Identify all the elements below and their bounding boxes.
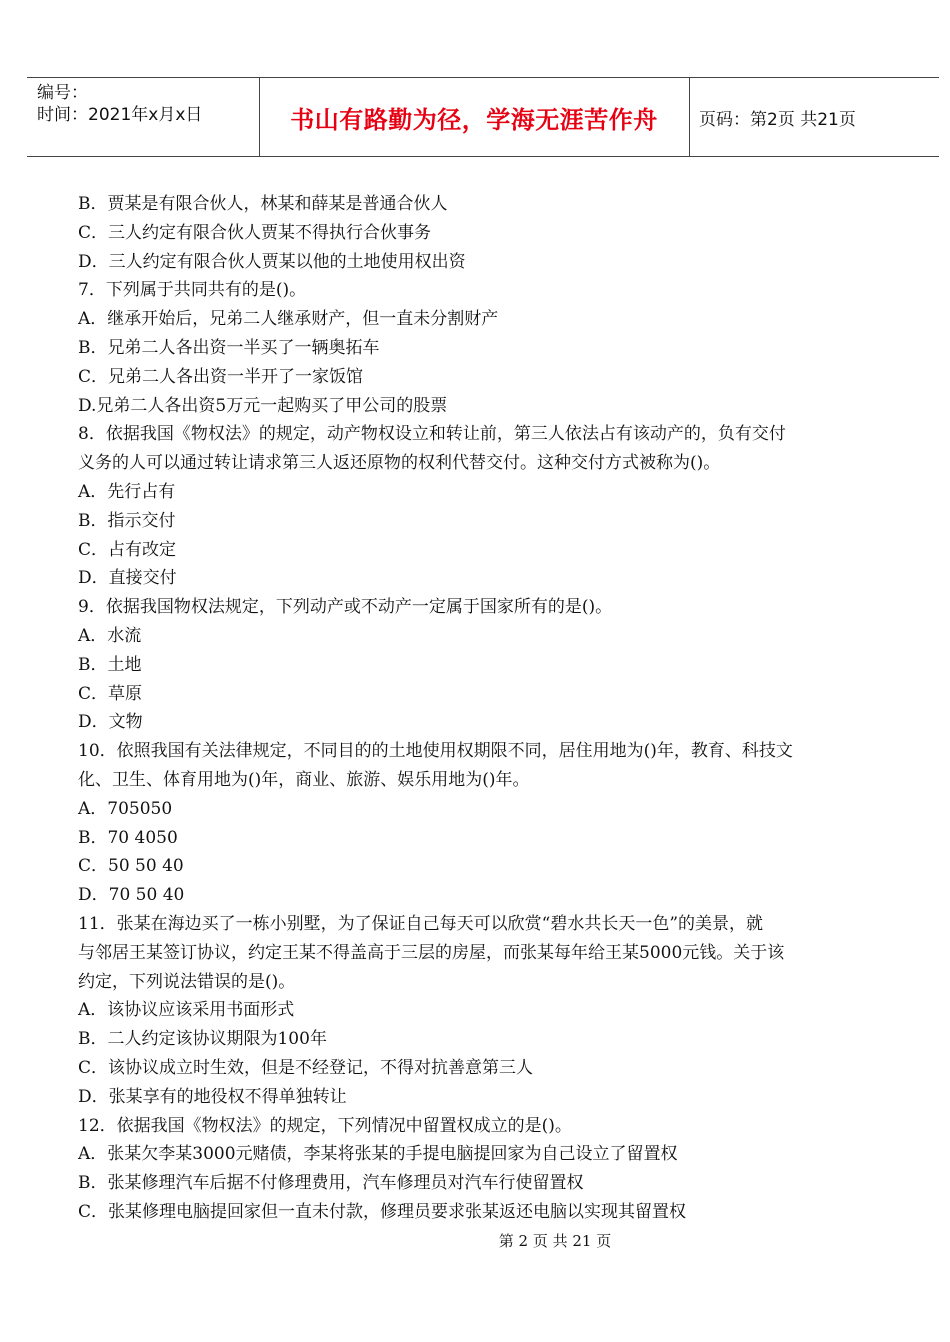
page-footer: 第 2 页 共 21 页 — [498, 1232, 612, 1250]
header-meta-cell — [27, 78, 260, 156]
text-line: B．二人约定该协议期限为100年 — [78, 1029, 327, 1050]
text-line: 化、卫生、体育用地为()年，商业、旅游、娱乐用地为()年。 — [78, 769, 530, 790]
text-line: B．贾某是有限合伙人，林某和薛某是普通合伙人 — [78, 194, 448, 214]
text-line: D．张某享有的地役权不得单独转让 — [78, 1086, 347, 1107]
text-line: 12．依据我国《物权法》的规定，下列情况中留置权成立的是()。 — [78, 1115, 572, 1136]
header-page-cell — [689, 78, 939, 156]
text-line: 11．张某在海边买了一栋小别墅，为了保证自己每天可以欣赏“碧水共长天一色”的美景，就 — [78, 913, 764, 934]
text-line: 义务的人可以通过转让请求第三人返还原物的权利代替交付。这种交付方式被称为()。 — [78, 453, 721, 474]
text-line: 8．依据我国《物权法》的规定，动产物权设立和转让前，第三人依法占有该动产的，负有交付 — [78, 424, 786, 445]
text-line: B．兄弟二人各出资一半买了一辆奥拓车 — [78, 337, 380, 358]
text-line: 与邻居王某签订协议，约定王某不得盖高于三层的房屋，而张某每年给王某5000元钱。关于该 — [78, 942, 785, 963]
text-line: A．该协议应该采用书面形式 — [78, 1000, 295, 1021]
text-line: D．三人约定有限合伙人贾某以他的土地使用权出资 — [78, 251, 466, 272]
document-number-label: 编号： — [37, 83, 88, 103]
document-time-label: 时间：2021年x月x日 — [37, 105, 203, 125]
text-line: 10．依照我国有关法律规定，不同目的的土地使用权期限不同，居住用地为()年，教育、科技文 — [78, 741, 793, 762]
text-line: C．兄弟二人各出资一半开了一家饭馆 — [78, 366, 364, 387]
text-line: A．705050 — [78, 798, 173, 819]
text-line: C．张某修理电脑提回家但一直未付款，修理员要求张某返还电脑以实现其留置权 — [78, 1201, 687, 1222]
text-line: C．50 50 40 — [78, 856, 184, 877]
text-line: 7．下列属于共同共有的是()。 — [78, 280, 307, 301]
text-line: D．直接交付 — [78, 568, 177, 589]
text-line: A．水流 — [78, 625, 142, 646]
text-line: D．文物 — [78, 712, 143, 733]
text-line: B．指示交付 — [78, 510, 176, 531]
text-line: A．先行占有 — [78, 481, 176, 502]
text-line: 约定，下列说法错误的是()。 — [78, 971, 296, 992]
text-line: 9．依据我国物权法规定，下列动产或不动产一定属于国家所有的是()。 — [78, 597, 613, 618]
text-line: B．70 4050 — [78, 827, 178, 848]
document-body — [78, 190, 890, 1227]
text-line: C．该协议成立时生效，但是不经登记，不得对抗善意第三人 — [78, 1057, 534, 1078]
text-line: D．70 50 40 — [78, 885, 185, 906]
text-line: B．土地 — [78, 654, 142, 675]
text-line: C．占有改定 — [78, 539, 177, 560]
text-line: C．三人约定有限合伙人贾某不得执行合伙事务 — [78, 222, 432, 243]
header-page-info: 页码：第2页 共21页 — [699, 109, 856, 130]
text-line: D.兄弟二人各出资5万元一起购买了甲公司的股票 — [78, 395, 448, 416]
text-line: C．草原 — [78, 683, 143, 704]
text-line: A．张某欠李某3000元赌债，李某将张某的手提电脑提回家为自己设立了留置权 — [78, 1144, 678, 1165]
header-motto-cell — [259, 78, 690, 156]
page-header — [27, 77, 939, 157]
text-line: B．张某修理汽车后据不付修理费用，汽车修理员对汽车行使留置权 — [78, 1173, 584, 1194]
header-motto: 书山有路勤为径，学海无涯苦作舟 — [290, 105, 658, 134]
text-line: A．继承开始后，兄弟二人继承财产，但一直未分割财产 — [78, 309, 499, 330]
